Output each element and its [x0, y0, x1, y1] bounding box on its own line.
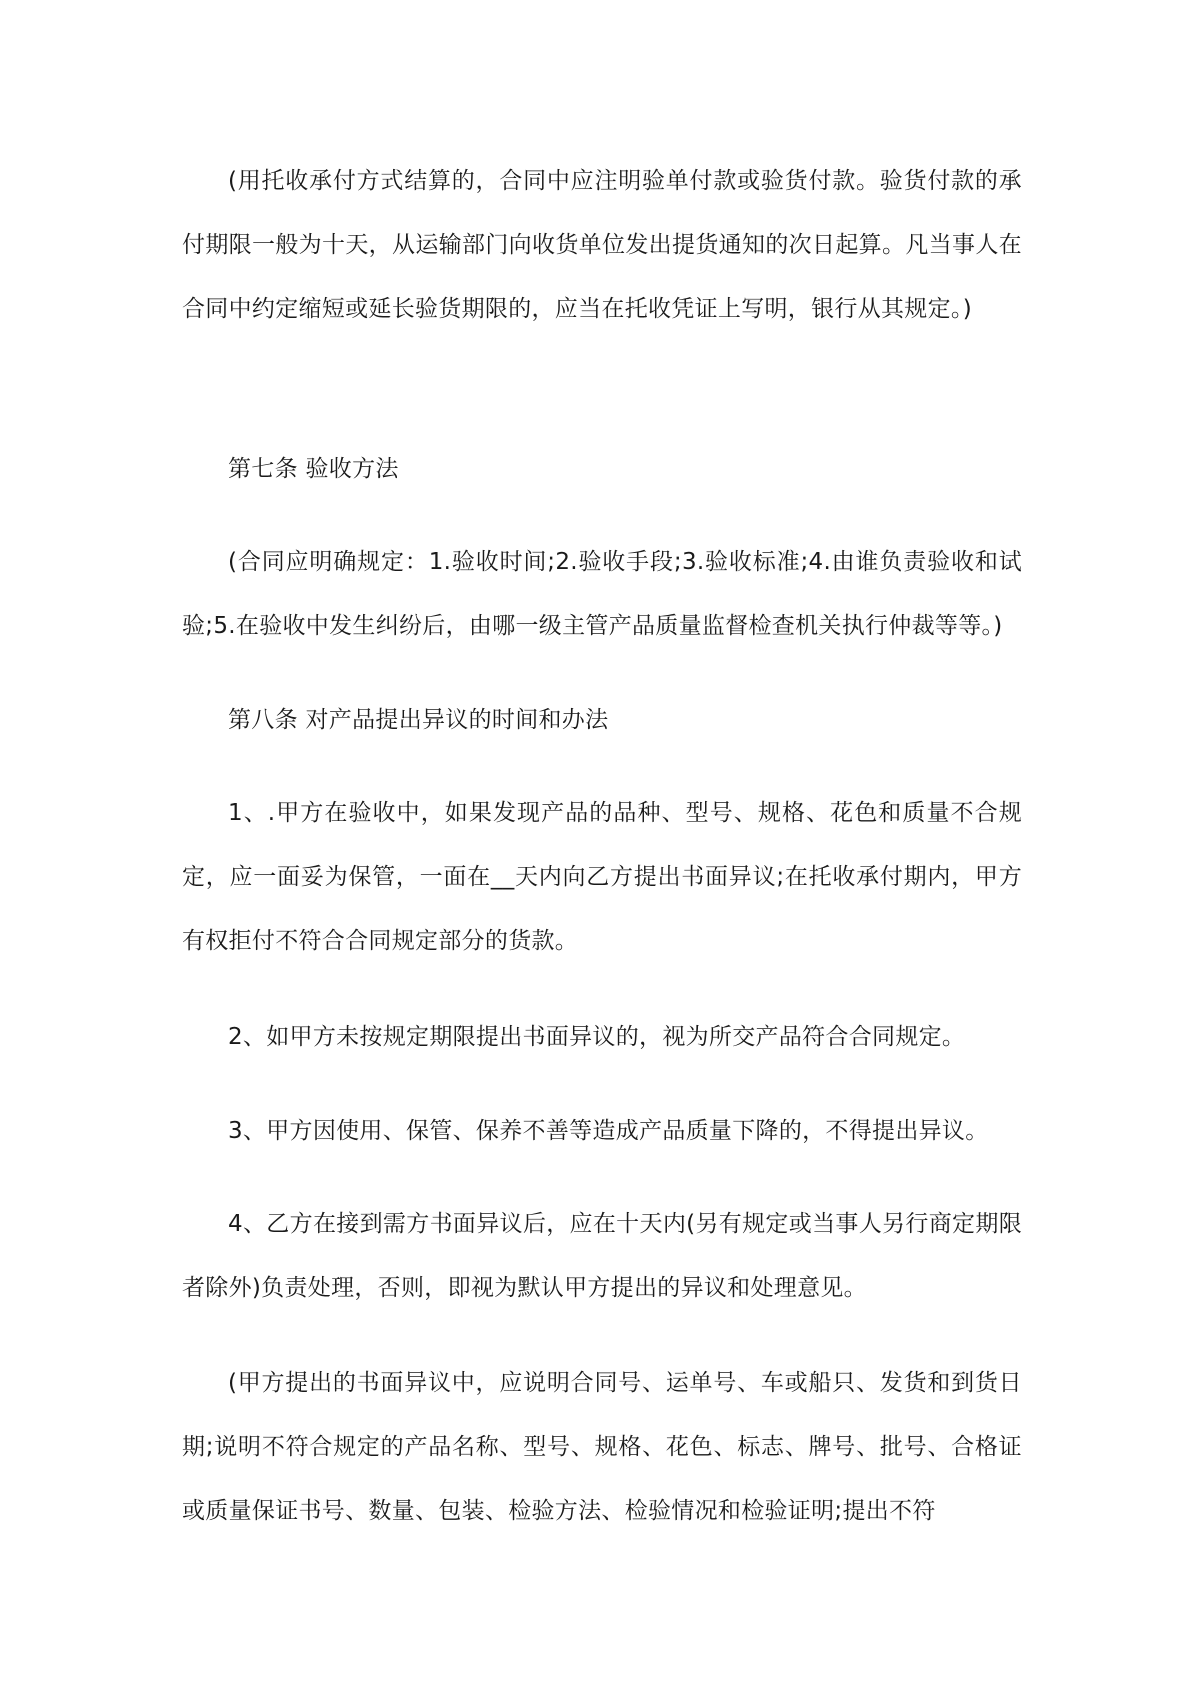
- heading-article-7: 第七条 验收方法: [228, 456, 399, 482]
- heading-article-8: 第八条 对产品提出异议的时间和办法: [228, 707, 609, 733]
- paragraph-clause-1: 1、.甲方在验收中，如果发现产品的品种、型号、规格、花色和质量不合规定，应一面妥为保管，一面在__天内向乙方提出书面异议;在托收承付期内，甲方有权拒付不符合合同规定部分的货款。: [182, 800, 1022, 954]
- paragraph-clause-2: 2、如甲方未按规定期限提出书面异议的，视为所交产品符合合同规定。: [228, 1024, 966, 1050]
- paragraph-clause-4: 4、乙方在接到需方书面异议后，应在十天内(另有规定或当事人另行商定期限者除外)负责处理，否则，即视为默认甲方提出的异议和处理意见。: [182, 1211, 1022, 1301]
- paragraph-inspection-note: (合同应明确规定：1.验收时间;2.验收手段;3.验收标准;4.由谁负责验收和试验;5.在验收中发生纠纷后，由哪一级主管产品质量监督检查机关执行仲裁等等。): [182, 549, 1022, 639]
- paragraph-settlement-note: (用托收承付方式结算的，合同中应注明验单付款或验货付款。验货付款的承付期限一般为十天，从运输部门向收货单位发出提货通知的次日起算。凡当事人在合同中约定缩短或延长验货期限的，应当在托收凭证上写明，银行从其规定。): [182, 168, 1022, 322]
- paragraph-objection-note: (甲方提出的书面异议中，应说明合同号、运单号、车或船只、发货和到货日期;说明不符合规定的产品名称、型号、规格、花色、标志、牌号、批号、合格证或质量保证书号、数量、包装、检验方法、检验情况和检验证明;提出不符: [182, 1370, 1022, 1524]
- paragraph-clause-3: 3、甲方因使用、保管、保养不善等造成产品质量下降的，不得提出异议。: [228, 1118, 989, 1144]
